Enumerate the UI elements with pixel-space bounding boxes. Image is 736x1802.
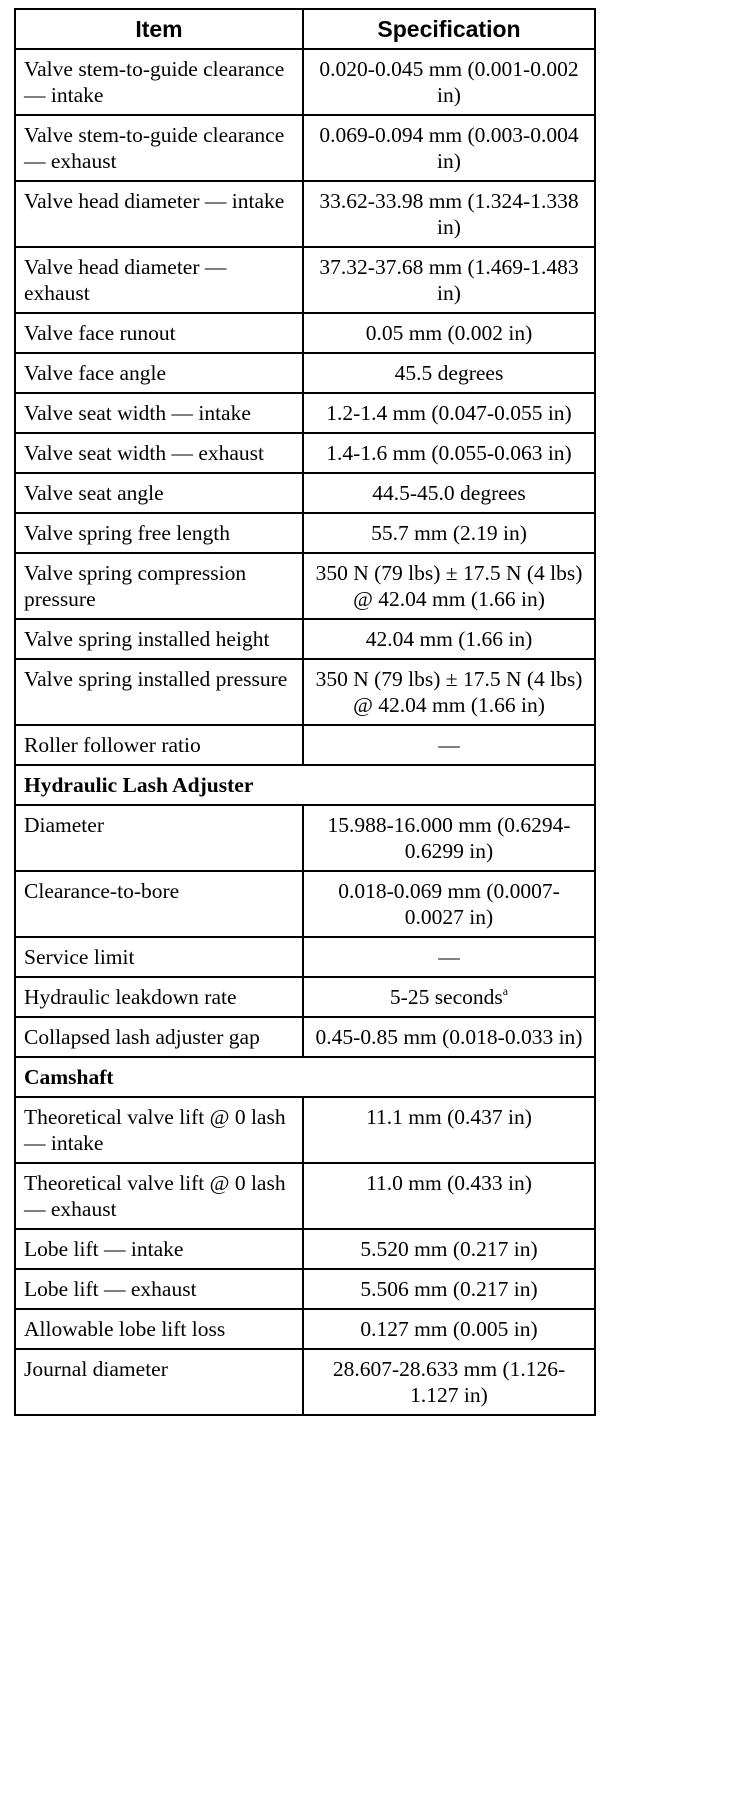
specification-cell [303,353,595,393]
item-cell: Allowable lobe lift loss [15,1309,303,1349]
table-row [15,977,595,1017]
table-row [15,805,595,871]
table-row [15,1229,595,1269]
item-cell: Valve head diameter — exhaust [15,247,303,313]
specification-cell [303,1229,595,1269]
table-row [15,553,595,619]
spec-table [14,8,596,1416]
item-cell: Valve seat width — exhaust [15,433,303,473]
item-cell: Roller follower ratio [15,725,303,765]
table-row [15,393,595,433]
table-row [15,513,595,553]
specification-cell [303,977,595,1017]
specification-cell [303,313,595,353]
specification-cell [303,1097,595,1163]
section-heading: Camshaft [15,1057,595,1097]
spec-page [14,8,594,1416]
specification-cell [303,805,595,871]
specification-cell [303,181,595,247]
specification-value: 0.127 mm (0.005 in) [360,1317,538,1341]
specification-value: — [438,733,460,757]
table-row [15,619,595,659]
specification-cell [303,1349,595,1415]
specification-value: 1.2-1.4 mm (0.047-0.055 in) [326,401,572,425]
table-row [15,1097,595,1163]
specification-cell [303,1163,595,1229]
table-row [15,725,595,765]
specification-value: 0.05 mm (0.002 in) [365,321,533,345]
table-row [15,871,595,937]
table-row [15,1349,595,1415]
table-row [15,659,595,725]
table-row [15,313,595,353]
specification-value: 350 N (79 lbs) ± 17.5 N (4 lbs) @ 42.04 mm (1.66 in) [315,561,583,611]
table-row [15,937,595,977]
specification-value: 5.506 mm (0.217 in) [360,1277,538,1301]
specification-value: 0.45-0.85 mm (0.018-0.033 in) [315,1025,583,1049]
specification-cell [303,1017,595,1057]
specification-value: — [438,945,460,969]
specification-cell [303,115,595,181]
item-cell: Valve seat angle [15,473,303,513]
item-cell: Valve stem-to-guide clearance — exhaust [15,115,303,181]
specification-cell [303,393,595,433]
item-cell: Lobe lift — exhaust [15,1269,303,1309]
footnote-marker: a [502,984,509,998]
table-body [15,49,595,1415]
table-row [15,115,595,181]
item-cell: Valve seat width — intake [15,393,303,433]
item-cell: Theoretical valve lift @ 0 lash — exhaust [15,1163,303,1229]
item-cell: Clearance-to-bore [15,871,303,937]
specification-cell [303,871,595,937]
specification-cell [303,433,595,473]
specification-value: 1.4-1.6 mm (0.055-0.063 in) [326,441,572,465]
item-cell: Valve spring compression pressure [15,553,303,619]
specification-value: 0.069-0.094 mm (0.003-0.004 in) [319,123,579,173]
item-cell: Hydraulic leakdown rate [15,977,303,1017]
specification-cell [303,553,595,619]
item-cell: Valve spring installed height [15,619,303,659]
table-row [15,1163,595,1229]
specification-cell [303,659,595,725]
header-row [15,9,595,49]
table-header [15,9,595,49]
item-cell: Service limit [15,937,303,977]
item-cell: Theoretical valve lift @ 0 lash — intake [15,1097,303,1163]
specification-cell [303,49,595,115]
table-row [15,49,595,115]
specification-value: 350 N (79 lbs) ± 17.5 N (4 lbs) @ 42.04 mm (1.66 in) [315,667,583,717]
specification-value: 0.020-0.045 mm (0.001-0.002 in) [319,57,579,107]
item-cell: Valve stem-to-guide clearance — intake [15,49,303,115]
specification-value: 45.5 degrees [394,361,504,385]
table-row [15,1309,595,1349]
table-row [15,1269,595,1309]
section-row [15,765,595,805]
specification-value: 11.1 mm (0.437 in) [366,1105,532,1129]
specification-cell [303,473,595,513]
specification-value: 15.988-16.000 mm (0.6294-0.6299 in) [327,813,571,863]
item-column-header: Item [15,9,303,49]
item-cell: Journal diameter [15,1349,303,1415]
item-cell: Lobe lift — intake [15,1229,303,1269]
table-row [15,1017,595,1057]
item-cell: Collapsed lash adjuster gap [15,1017,303,1057]
table-row [15,247,595,313]
specification-value: 33.62-33.98 mm (1.324-1.338 in) [319,189,579,239]
item-cell: Valve spring installed pressure [15,659,303,725]
specification-cell [303,1269,595,1309]
item-cell: Valve face runout [15,313,303,353]
specification-value: 44.5-45.0 degrees [372,481,526,505]
section-heading: Hydraulic Lash Adjuster [15,765,595,805]
section-row [15,1057,595,1097]
item-cell: Diameter [15,805,303,871]
specification-value: 0.018-0.069 mm (0.0007-0.0027 in) [338,879,560,929]
specification-value: 42.04 mm (1.66 in) [365,627,533,651]
specification-value: 28.607-28.633 mm (1.126-1.127 in) [332,1357,566,1407]
item-cell: Valve head diameter — intake [15,181,303,247]
specification-cell [303,513,595,553]
table-row [15,353,595,393]
table-row [15,433,595,473]
specification-value: 5-25 seconds [389,985,503,1009]
specification-cell [303,619,595,659]
specification-cell [303,1309,595,1349]
specification-value: 37.32-37.68 mm (1.469-1.483 in) [319,255,579,305]
table-row [15,473,595,513]
specification-cell [303,937,595,977]
specification-column-header: Specification [303,9,595,49]
item-cell: Valve spring free length [15,513,303,553]
specification-value: 5.520 mm (0.217 in) [360,1237,538,1261]
specification-value: 11.0 mm (0.433 in) [366,1171,532,1195]
specification-cell [303,247,595,313]
table-row [15,181,595,247]
specification-value: 55.7 mm (2.19 in) [371,521,527,545]
item-cell: Valve face angle [15,353,303,393]
specification-cell [303,725,595,765]
